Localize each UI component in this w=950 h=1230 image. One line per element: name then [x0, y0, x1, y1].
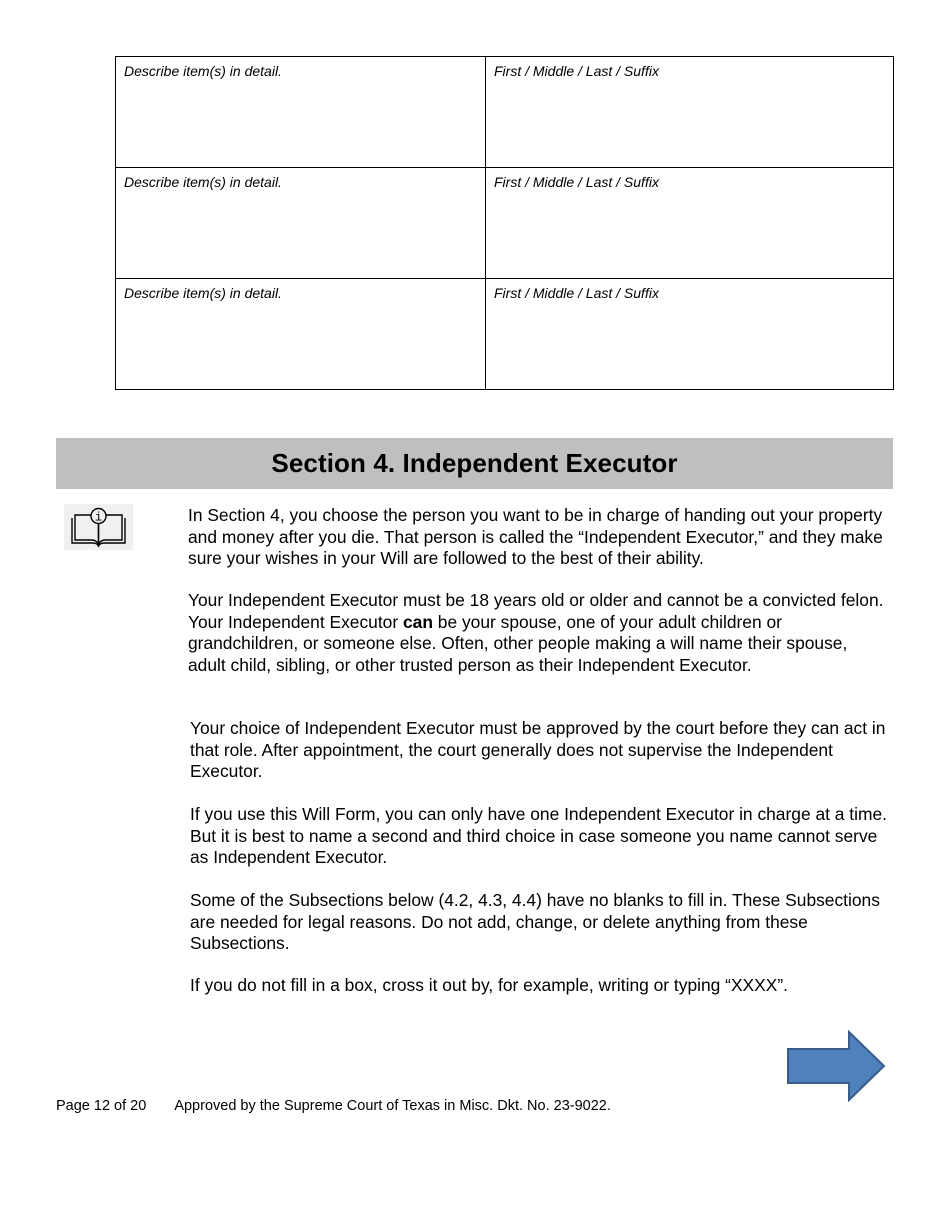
section-header [56, 438, 893, 489]
page-footer [56, 1098, 611, 1114]
paragraph-court-approval: Your choice of Independent Executor must be approved by the court before they can act in that role. After appointment, the court generally does not supervise the Independent Executor. [190, 718, 886, 781]
svg-text:i: i [94, 510, 103, 525]
table-row [116, 279, 894, 390]
eligibility-text-a: Your Independent Executor must be 18 years old or older and cannot be a convicted felon. Your Independent Executor [188, 590, 884, 632]
approval-note: Approved by the Supreme Court of Texas in Misc. Dkt. No. 23-9022. [174, 1098, 611, 1114]
page-number: Page 12 of 20 [56, 1098, 147, 1114]
item-description-cell[interactable]: Describe item(s) in detail. [116, 168, 486, 279]
paragraph-intro: In Section 4, you choose the person you want to be in charge of handing out your property and money after you die. That person is called the “Independent Executor,” and they make sure your wishes in your Will are followed to the best of their ability. [188, 505, 883, 568]
gift-table [115, 56, 894, 390]
section-title: Section 4. Independent Executor [271, 448, 678, 478]
item-description-cell[interactable]: Describe item(s) in detail. [116, 279, 486, 390]
paragraph-eligibility [188, 590, 888, 676]
paragraph-subsections: Some of the Subsections below (4.2, 4.3, 4.4) have no blanks to fill in. These Subsections are needed for legal reasons. Do not add, change, or delete anything from these Subsections. [190, 890, 880, 953]
info-book-icon [64, 504, 133, 550]
paragraph-one-executor: If you use this Will Form, you can only have one Independent Executor in charge at a time. But it is best to name a second and third choice in case someone you name cannot serve as Independent Executor. [190, 804, 887, 867]
beneficiary-name-cell[interactable]: First / Middle / Last / Suffix [486, 279, 894, 390]
right-arrow-icon[interactable] [786, 1030, 886, 1102]
beneficiary-name-cell[interactable]: First / Middle / Last / Suffix [486, 168, 894, 279]
item-description-cell[interactable]: Describe item(s) in detail. [116, 57, 486, 168]
beneficiary-name-cell[interactable]: First / Middle / Last / Suffix [486, 57, 894, 168]
eligibility-emphasis: can [402, 611, 433, 632]
paragraph-cross-out: If you do not fill in a box, cross it out by, for example, writing or typing “XXXX”. [190, 975, 788, 995]
table-row [116, 57, 894, 168]
eligibility-text-b: be your spouse, one of your adult children or grandchildren, or someone else. Often, other people making a will name their spouse, adult child, sibling, or other trusted person as their Independent Executor. [188, 611, 848, 675]
table-row [116, 168, 894, 279]
